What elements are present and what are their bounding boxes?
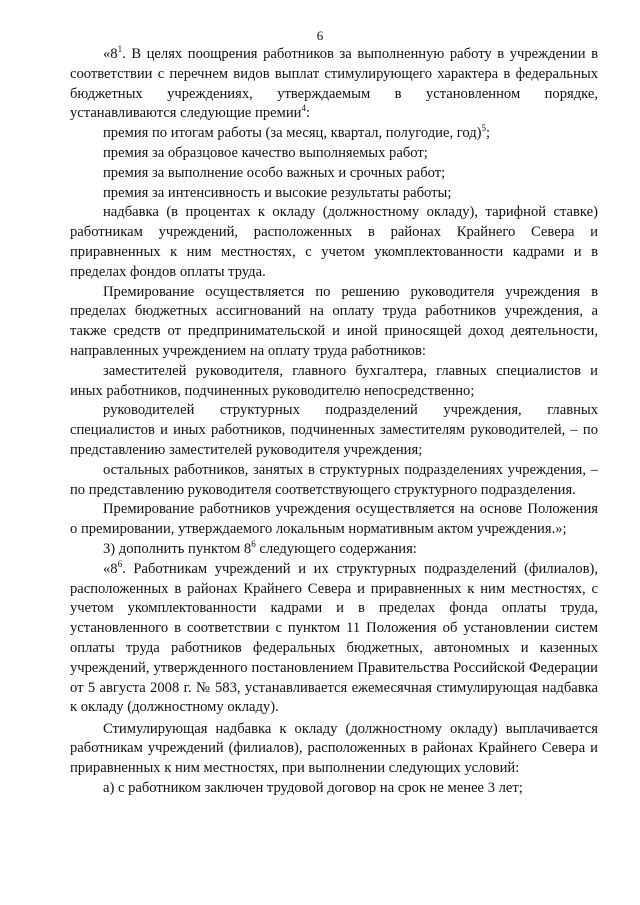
footnote-ref: 6 <box>117 558 123 569</box>
page-number: 6 <box>316 28 324 43</box>
paragraph-allowance-conditions: Стимулирующая надбавка к окладу (должностному окладу) выплачивается работникам учреждений (филиалов), расположенных в районах Крайнего Севера и приравненных к ним местностях, при выполнении следующих условий: <box>70 720 598 777</box>
list-item-deputies: заместителей руководителя, главного бухгалтера, главных специалистов и иных работников, подчиненных руководителю непосредственно; <box>70 362 598 399</box>
document-body <box>70 45 598 799</box>
list-item-bonus-period: премия по итогам работы (за месяц, квартал, полугодие, год)$^5$; <box>103 123 491 142</box>
list-item-allowance-north: надбавка (в процентах к окладу (должностному окладу), тарифной ставке) работникам учреждений, расположенных в районах Крайнего Севера и приравненных к ним местностях, с учетом укомплектованности кадрами и в пределах фондов оплаты труда. <box>70 204 598 280</box>
footnote-ref: 4 <box>301 103 306 114</box>
paragraph-8-1-intro: «$8^1$. В целях поощрения работников за выполненную работу в учреждении в соответствии с перечнем видов выплат стимулирующего характера в федеральных бюджетных учреждениях, утверждаемым в установленном порядке, устанавливаются следующие премии$^4$: <box>70 44 598 122</box>
paragraph-8-6: «$8^6$. Работникам учреждений и их структурных подразделений (филиалов), расположенных в районах Крайнего Севера и приравненных к ним местностях, с учетом укомплектованности кадрами и в пределах фонда оплаты труда, установленного в соответствии с пунктом 11 Положения об установлении систем оплаты труда работников федеральных бюджетных, автономных и казенных учреждений, утвержденного постановлением Правительства Российской Федерации от 5 августа 2008 г. № 583, устанавливается ежемесячная стимулирующая надбавка к окладу (должностному окладу). <box>70 558 598 716</box>
list-item-bonus-quality: премия за образцовое качество выполняемых работ; <box>103 144 428 161</box>
paragraph-bonus-regulation: Премирование работников учреждения осуществляется на основе Положения о премировании, утверждаемого локальным нормативным актом учреждения.»; <box>70 501 598 538</box>
footnote-ref: 5 <box>481 123 487 134</box>
footnote-ref: 1 <box>117 44 123 54</box>
paragraph-bonus-decision: Премирование осуществляется по решению руководителя учреждения в пределах бюджетных ассигнований на оплату труда работников учреждения, а также средств от предпринимательской и иной приносящей доход деятельности, направленных учреждением на оплату труда работников: <box>70 283 598 359</box>
list-item-bonus-intensity: премия за интенсивность и высокие результаты работы; <box>103 184 452 201</box>
list-item-bonus-urgent: премия за выполнение особо важных и срочных работ; <box>103 164 446 181</box>
list-item-condition-a: а) с работником заключен трудовой договор на срок не менее 3 лет; <box>103 779 523 796</box>
list-item-unit-heads: руководителей структурных подразделений учреждения, главных специалистов и иных работников, подчиненных заместителям руководителей, – по представлению заместителей руководителя учреждения; <box>70 402 598 458</box>
list-item-other-staff: остальных работников, занятых в структурных подразделениях учреждения, – по представлению руководителя соответствующего структурного подразделения. <box>70 461 598 498</box>
paragraph-amendment-3: 3) дополнить пунктом $8^6$ следующего содержания: <box>103 538 417 557</box>
footnote-ref: 6 <box>251 538 256 549</box>
